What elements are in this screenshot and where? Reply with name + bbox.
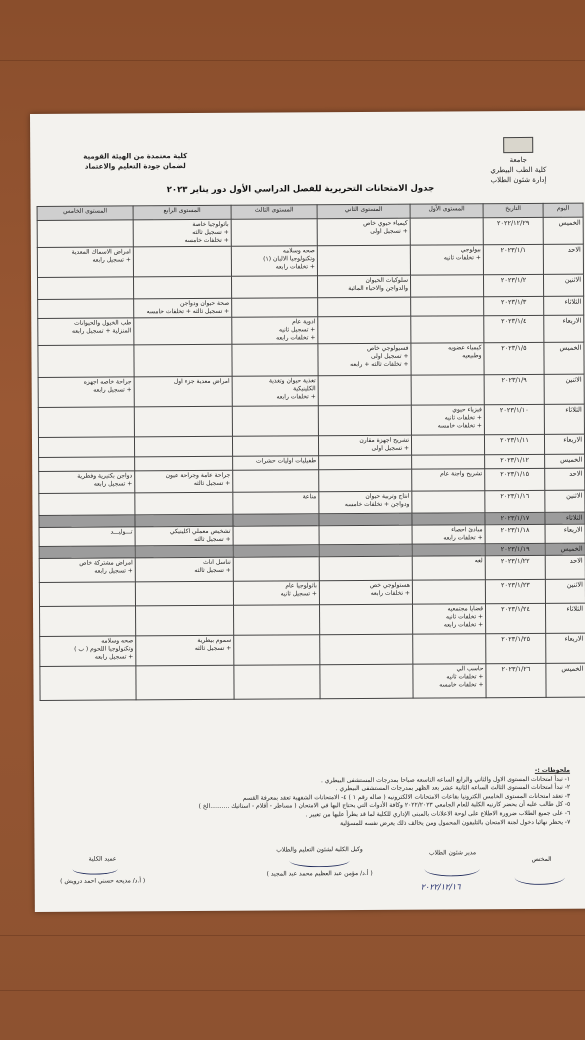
- level-2-cell: سلوكيات الحيوان والدواجن والاحياء المائية: [317, 275, 410, 298]
- vice-dean-label: وكيل الكلية لشئون التعليم والطلاب: [276, 845, 363, 854]
- header-left-line-1: كلية معتمدة من الهيئة القومية: [83, 152, 188, 161]
- level-5-cell: [37, 220, 133, 248]
- table-row: [40, 633, 585, 666]
- date-cell: ٢٠٢٣/١/١٦: [485, 490, 545, 512]
- level-3-cell: [233, 470, 319, 493]
- notes-heading: ملحوظات :-: [534, 766, 571, 774]
- dean-name: ( أ.د/ مديحه حسني احمد درويش ): [60, 877, 146, 885]
- level-1-cell: [410, 275, 483, 297]
- day-cell: الاثنين: [544, 374, 584, 404]
- reviewer-signature: [515, 870, 565, 885]
- date-cell: ٢٠٢٣/١/١: [483, 244, 543, 274]
- level-5-cell: امراض مشتركة خاص + تسجيل رابعه: [39, 558, 135, 583]
- date-cell: ٢٠٢٢/١٢/٢٩: [483, 217, 543, 244]
- date-cell: ٢٠٢٣/١/١٠: [484, 404, 544, 434]
- level-5-cell: [40, 666, 136, 701]
- col-level-5: المستوى الخامس: [37, 206, 133, 221]
- signature-reviewer: [507, 856, 577, 864]
- level-4-cell: [135, 514, 233, 527]
- header-right-line-3: إدارة شئون الطلاب: [490, 175, 547, 185]
- signature-date: ٢٠٢٢/١٢/١٦: [420, 882, 461, 892]
- level-1-cell: كيمياء عضويه وطبيعيه: [411, 343, 484, 375]
- level-1-cell: [412, 580, 485, 604]
- level-4-cell: [135, 492, 233, 515]
- day-cell: الاربعاء: [546, 633, 585, 663]
- level-2-cell: [319, 556, 412, 581]
- reviewer-label: المختص: [531, 855, 552, 863]
- level-1-cell: حاسب الي + تخلفات ثانيه + تخلفات خامسه: [413, 664, 486, 698]
- level-1-cell: [412, 491, 485, 513]
- signature-dean: [43, 855, 163, 886]
- level-2-cell: [319, 469, 412, 492]
- level-2-cell: [320, 604, 413, 635]
- day-cell: الاحد: [545, 468, 585, 490]
- level-3-cell: [232, 344, 318, 377]
- level-3-cell: طفيليات اوليات حشرات: [233, 456, 319, 471]
- level-2-cell: [318, 297, 411, 317]
- level-2-cell: [320, 664, 413, 699]
- level-1-cell: [411, 375, 484, 405]
- table-row: [37, 217, 583, 247]
- date-cell: ٢٠٢٣/١/١٧: [485, 512, 545, 524]
- level-4-cell: تناسل اناث + تسجيل ثالثه: [135, 557, 233, 582]
- day-cell: الثلاثاء: [545, 512, 585, 524]
- date-cell: ٢٠٢٣/١/١٢: [485, 454, 545, 468]
- level-3-cell: [233, 557, 319, 582]
- level-4-cell: امراض معدية جزء اول: [134, 376, 232, 407]
- level-2-cell: [318, 375, 411, 406]
- level-3-cell: صحه وسلامه وتكنولوجيا الالبان (١) + تخلفات رابعه: [231, 246, 317, 277]
- day-cell: الثلاثاء: [545, 603, 585, 633]
- university-logo-icon: [503, 137, 533, 153]
- day-cell: الخميس: [543, 217, 583, 244]
- level-4-cell: صحة حيوان ودواجن + تسجيل ثالثه + تخلفات خامسه: [134, 298, 232, 318]
- col-level-4: المستوى الرابع: [133, 205, 231, 220]
- level-4-cell: [134, 317, 232, 345]
- level-1-cell: [411, 435, 484, 455]
- level-5-cell: [38, 299, 134, 319]
- level-1-cell: مبادئ احصاء + تخلفات رابعه: [412, 525, 485, 544]
- level-1-cell: قضايا مجتمعيه + تخلفات ثانيه + تخلفات رابعه: [413, 604, 486, 634]
- level-3-cell: [234, 605, 320, 636]
- date-cell: ٢٠٢٣/١/٤: [484, 315, 544, 342]
- signature-vice-dean: [244, 846, 394, 879]
- date-cell: ٢٠٢٣/١/٢٥: [486, 633, 546, 663]
- level-5-cell: [40, 606, 136, 637]
- level-1-cell: بيولوجي + تخلفات ثانيه: [410, 245, 483, 275]
- level-5-cell: [39, 515, 135, 528]
- day-cell: الاربعاء: [544, 434, 584, 454]
- level-2-cell: [318, 316, 411, 344]
- level-3-cell: [234, 665, 320, 700]
- col-level-2: المستوى الثاني: [317, 204, 410, 219]
- note-item: ١- تبدأ امتحانات المستوى الاول والثاني والرابع الساعه التاسعه صباحا بمدرجات المستشفى البيطري .: [320, 775, 571, 784]
- col-level-3: المستوى الثالث: [231, 205, 317, 220]
- signature-director: [407, 849, 499, 892]
- level-2-cell: فسيولوجي خاص + تسجيل اولى + تخلفات ثالثه + رابعه: [318, 343, 411, 376]
- day-cell: الاربعاء: [544, 315, 584, 342]
- level-2-cell: [319, 455, 412, 470]
- vice-dean-name: ( أ.د/ مؤمن عبد العظيم محمد عبد المجيد ): [266, 869, 373, 878]
- level-3-cell: مناعة: [233, 492, 319, 515]
- level-4-cell: باثولوجيا خاصة + تسجيل ثالثه + تخلفات خامسه: [133, 219, 231, 247]
- level-3-cell: [232, 406, 318, 437]
- vice-dean-signature: [290, 854, 350, 867]
- level-3-cell: [233, 514, 319, 527]
- level-2-cell: [320, 634, 413, 665]
- level-2-cell: [319, 525, 412, 545]
- table-row: [38, 374, 584, 407]
- level-3-cell: ادوية عام + تسجيل ثانيه + تخلفات رابعه: [232, 317, 318, 345]
- day-cell: الخميس: [544, 342, 584, 374]
- level-5-cell: صحه وسلامه وتكنولوجيا اللحوم ( ب ) + تسجيل رابعه: [40, 636, 136, 667]
- faculty-header: [463, 137, 573, 186]
- page-title: جدول الامتحانات التحريرية للفصل الدراسي الأول دور يناير ٢٠٢٣: [166, 183, 435, 196]
- level-2-cell: هستولوجي خص + تخلفات رابعه: [319, 580, 412, 605]
- level-5-cell: تـــوليـــد: [39, 527, 135, 547]
- level-5-cell: [38, 437, 134, 458]
- date-cell: ٢٠٢٣/١/١١: [484, 434, 544, 454]
- day-cell: الثلاثاء: [544, 404, 584, 434]
- col-day: اليوم: [543, 203, 583, 217]
- level-1-cell: [412, 513, 485, 525]
- table-row: [37, 244, 583, 277]
- day-cell: الاثنين: [545, 579, 585, 603]
- date-cell: ٢٠٢٣/١/١٩: [485, 543, 545, 555]
- accreditation-header: [60, 151, 210, 172]
- level-1-cell: [411, 297, 484, 316]
- level-3-cell: [232, 298, 318, 318]
- level-5-cell: طب الخيول والحيوانات المنزلية + تسجيل رابعه: [38, 318, 134, 346]
- level-2-cell: [317, 245, 410, 276]
- day-cell: الخميس: [545, 454, 585, 468]
- level-2-cell: انتاج وتربية حيوان ودواجن + تخلفات خامسه: [319, 491, 412, 514]
- table-row: [38, 342, 584, 377]
- date-cell: ٢٠٢٣/١/٢٢: [485, 555, 545, 579]
- level-2-cell: [318, 405, 411, 436]
- day-cell: الاحد: [545, 555, 585, 579]
- dean-label: عميد الكلية: [88, 855, 117, 863]
- table-row: [40, 603, 585, 636]
- level-3-cell: باثولوجيا عام + تسجيل ثانيه: [233, 581, 319, 606]
- director-label: مدير شئون الطلاب: [428, 849, 477, 857]
- level-4-cell: جراحة عامة وجراحة عيون + تسجيل ثالثه: [135, 470, 233, 493]
- level-4-cell: سموم بيطرية + تسجيل ثالثه: [136, 635, 234, 666]
- level-3-cell: تغذية حيوان وتغذية الكلينيكية + تخلفات رابعه: [232, 376, 318, 407]
- day-cell: الثلاثاء: [544, 296, 584, 315]
- level-1-cell: تشريح واجنة عام: [412, 469, 485, 491]
- level-5-cell: امراض الاسماك المعدية + تسجيل رابعه: [37, 247, 133, 278]
- level-5-cell: [39, 582, 135, 607]
- level-4-cell: [134, 436, 232, 457]
- level-3-cell: [231, 276, 317, 299]
- level-4-cell: [135, 456, 233, 471]
- level-1-cell: [410, 218, 483, 245]
- day-cell: الاثنين: [545, 490, 585, 512]
- level-4-cell: [135, 545, 233, 558]
- note-item: ٣- تعقد امتحانات المستوى الخامس الكترونيا بقاعات الامتحانات الالكترونيه ( صاله رقم ١ ) ٤- الامتحانات الشفهية تعقد بمعرفة القسم: [242, 792, 571, 802]
- date-cell: ٢٠٢٣/١/١٨: [485, 524, 545, 543]
- header-right-line-1: جامعة: [509, 155, 527, 165]
- note-item: ٦- على جميع الطلاب ضرورة الاطلاع على لوحة الاعلانات بالمبنى الإداري للكلية لما قد يطرأ عليها من تغيير .: [305, 809, 571, 819]
- level-4-cell: تشخيص معملي اكلينيكي + تسجيل ثالثه: [135, 526, 233, 546]
- level-2-cell: [319, 544, 412, 557]
- director-signature: [425, 861, 480, 876]
- date-cell: ٢٠٢٣/١/٩: [484, 374, 544, 404]
- col-level-1: المستوى الأول: [410, 204, 483, 218]
- table-row: [40, 663, 585, 700]
- table-row: [39, 555, 585, 582]
- level-5-cell: جراحة خاصه اجهزه + تسجيل رابعه: [38, 377, 134, 408]
- level-1-cell: فيزياء حيوي + تخلفات ثانيه + تخلفات خامسه: [411, 405, 484, 435]
- level-3-cell: [234, 635, 320, 666]
- level-1-cell: [412, 455, 485, 469]
- level-1-cell: لغه: [412, 556, 485, 580]
- header-right-line-2: كلية الطب البيطري: [490, 165, 547, 175]
- level-3-cell: [233, 545, 319, 558]
- date-cell: ٢٠٢٣/١/٢٣: [485, 579, 545, 603]
- level-4-cell: [134, 406, 232, 437]
- note-item: ٥- كل طالب عليه أن يحضر كارنيه الكلية للعام الجامعي ٢٠٢٢/٢٠٢٣ وكافة الأدوات التي يحتاج اليها في الامتحان ( مساطر - أقلام - استاتيك ..........الخ ): [198, 801, 571, 811]
- day-cell: الاربعاء: [545, 524, 585, 543]
- note-item: ٧- يحظر نهائيا دخول لجنة الامتحان بالتليفون المحمول ومن يخالف ذلك يعرض نفسه للمسؤلية: [340, 818, 571, 827]
- level-2-cell: تشريح اجهزة مقارن + تسجيل اولى: [318, 435, 411, 456]
- exam-schedule-sheet: [30, 111, 585, 912]
- level-5-cell: [37, 277, 133, 300]
- level-1-cell: [411, 316, 484, 343]
- level-1-cell: [412, 544, 485, 556]
- level-3-cell: [232, 436, 318, 457]
- level-2-cell: كيمياء حيوي خاص + تسجيل اولى: [317, 218, 410, 246]
- level-4-cell: [134, 344, 232, 377]
- date-cell: ٢٠٢٣/١/٢: [483, 274, 543, 296]
- level-5-cell: دواجن بكتيرية وفطرية + تسجيل رابعه: [39, 471, 135, 494]
- level-5-cell: [39, 457, 135, 472]
- table-row: [39, 579, 585, 606]
- day-cell: الاثنين: [543, 274, 583, 296]
- exam-table: [37, 203, 585, 701]
- note-item: ٢- تبدأ امتحانات المستوى الثالث الساعه الثانية عشر بعد الظهر بمدرجات المستشفى البيطري .: [335, 783, 571, 793]
- dean-signature: [73, 863, 118, 874]
- date-cell: ٢٠٢٣/١/١٥: [485, 468, 545, 490]
- date-cell: ٢٠٢٣/١/٢٦: [486, 663, 546, 697]
- notes-section: [42, 767, 570, 830]
- day-cell: الخميس: [546, 663, 585, 697]
- day-cell: الاحد: [543, 244, 583, 274]
- level-5-cell: [39, 493, 135, 516]
- level-4-cell: [133, 276, 231, 299]
- table-row: [38, 315, 584, 345]
- level-5-cell: [38, 345, 134, 378]
- level-4-cell: [133, 246, 231, 277]
- level-3-cell: [233, 526, 319, 546]
- level-4-cell: [135, 581, 233, 606]
- level-4-cell: [136, 605, 234, 636]
- table-row: [38, 404, 584, 437]
- date-cell: ٢٠٢٣/١/٥: [484, 342, 544, 374]
- header-left-line-2: لضمان جودة التعليم والاعتماد: [84, 162, 186, 171]
- level-5-cell: [39, 546, 135, 559]
- level-5-cell: [38, 407, 134, 438]
- level-3-cell: [231, 219, 317, 247]
- day-cell: الخميس: [545, 543, 585, 555]
- date-cell: ٢٠٢٣/١/٣: [484, 296, 544, 315]
- level-4-cell: [136, 665, 234, 700]
- date-cell: ٢٠٢٣/١/٢٤: [486, 603, 546, 633]
- level-2-cell: [319, 513, 412, 526]
- col-date: التاريخ: [483, 203, 543, 217]
- level-1-cell: [413, 634, 486, 664]
